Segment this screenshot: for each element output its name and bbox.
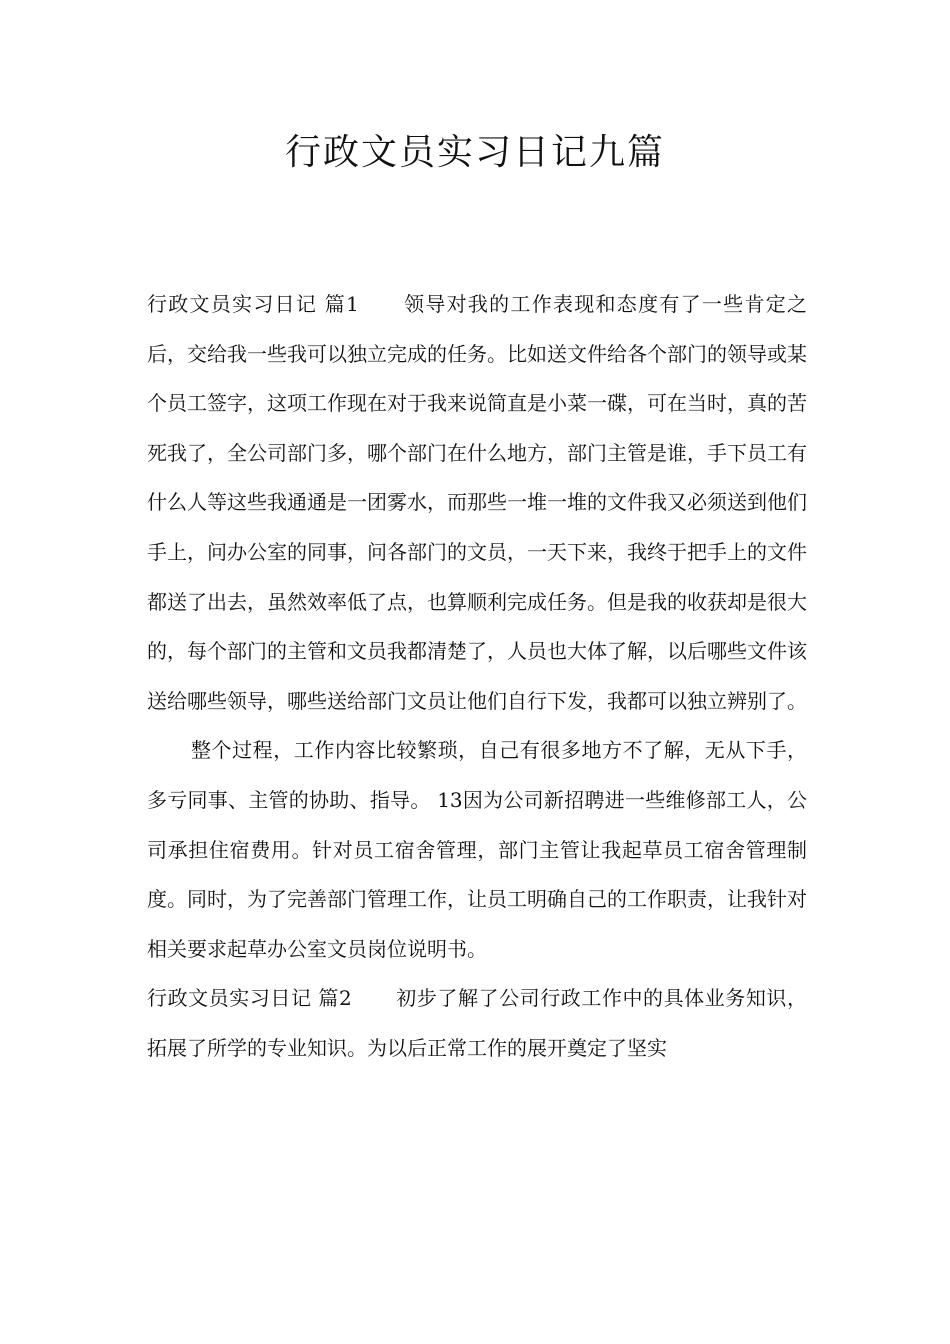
section-1-paragraph-1 xyxy=(147,280,807,726)
section-1-paragraph-2: 整个过程，工作内容比较繁琐，自己有很多地方不了解，无从下手，多亏同事、主管的协助、指导。 13因为公司新招聘进一些维修部工人，公司承担住宿费用。针对员工宿舍管理，部门主管让我起草员工宿舍管理制度。同时，为了完善部门管理工作，让员工明确自己的工作职责，让我针对相关要求起草办公室文员岗位说明书。 xyxy=(147,738,807,961)
section-2-text-1: 初步了解了公司行政工作中的具体业务知识，拓展了所学的专业知识。为以后正常工作的展开奠定了坚实 xyxy=(147,986,807,1060)
section-1-text-1: 领导对我的工作表现和态度有了一些肯定之后，交给我一些我可以独立完成的任务。比如送文件给各个部门的领导或某个员工签字，这项工作现在对于我来说简直是小菜一碟，可在当时，真的苦死我了，全公司部门多，哪个部门在什么地方，部门主管是谁，手下员工有什么人等这些我通通是一团雾水，而那些一堆一堆的文件我又必须送到他们手上，问办公室的同事，问各部门的文员，一天下来，我终于把手上的文件都送了出去，虽然效率低了点，也算顺利完成任务。但是我的收获却是很大的，每个部门的主管和文员我都清楚了，人员也大体了解，以后哪些文件该送给哪些领导，哪些送给部门文员让他们自行下发，我都可以独立辨别了。 xyxy=(147,292,807,713)
section-2-paragraph-1 xyxy=(147,974,807,1073)
document-title: 行政文员实习日记九篇 xyxy=(284,132,665,173)
section-2-heading: 行政文员实习日记 篇2 xyxy=(147,986,352,1011)
document-body xyxy=(147,280,807,1074)
section-1-heading: 行政文员实习日记 篇1 xyxy=(147,292,359,316)
